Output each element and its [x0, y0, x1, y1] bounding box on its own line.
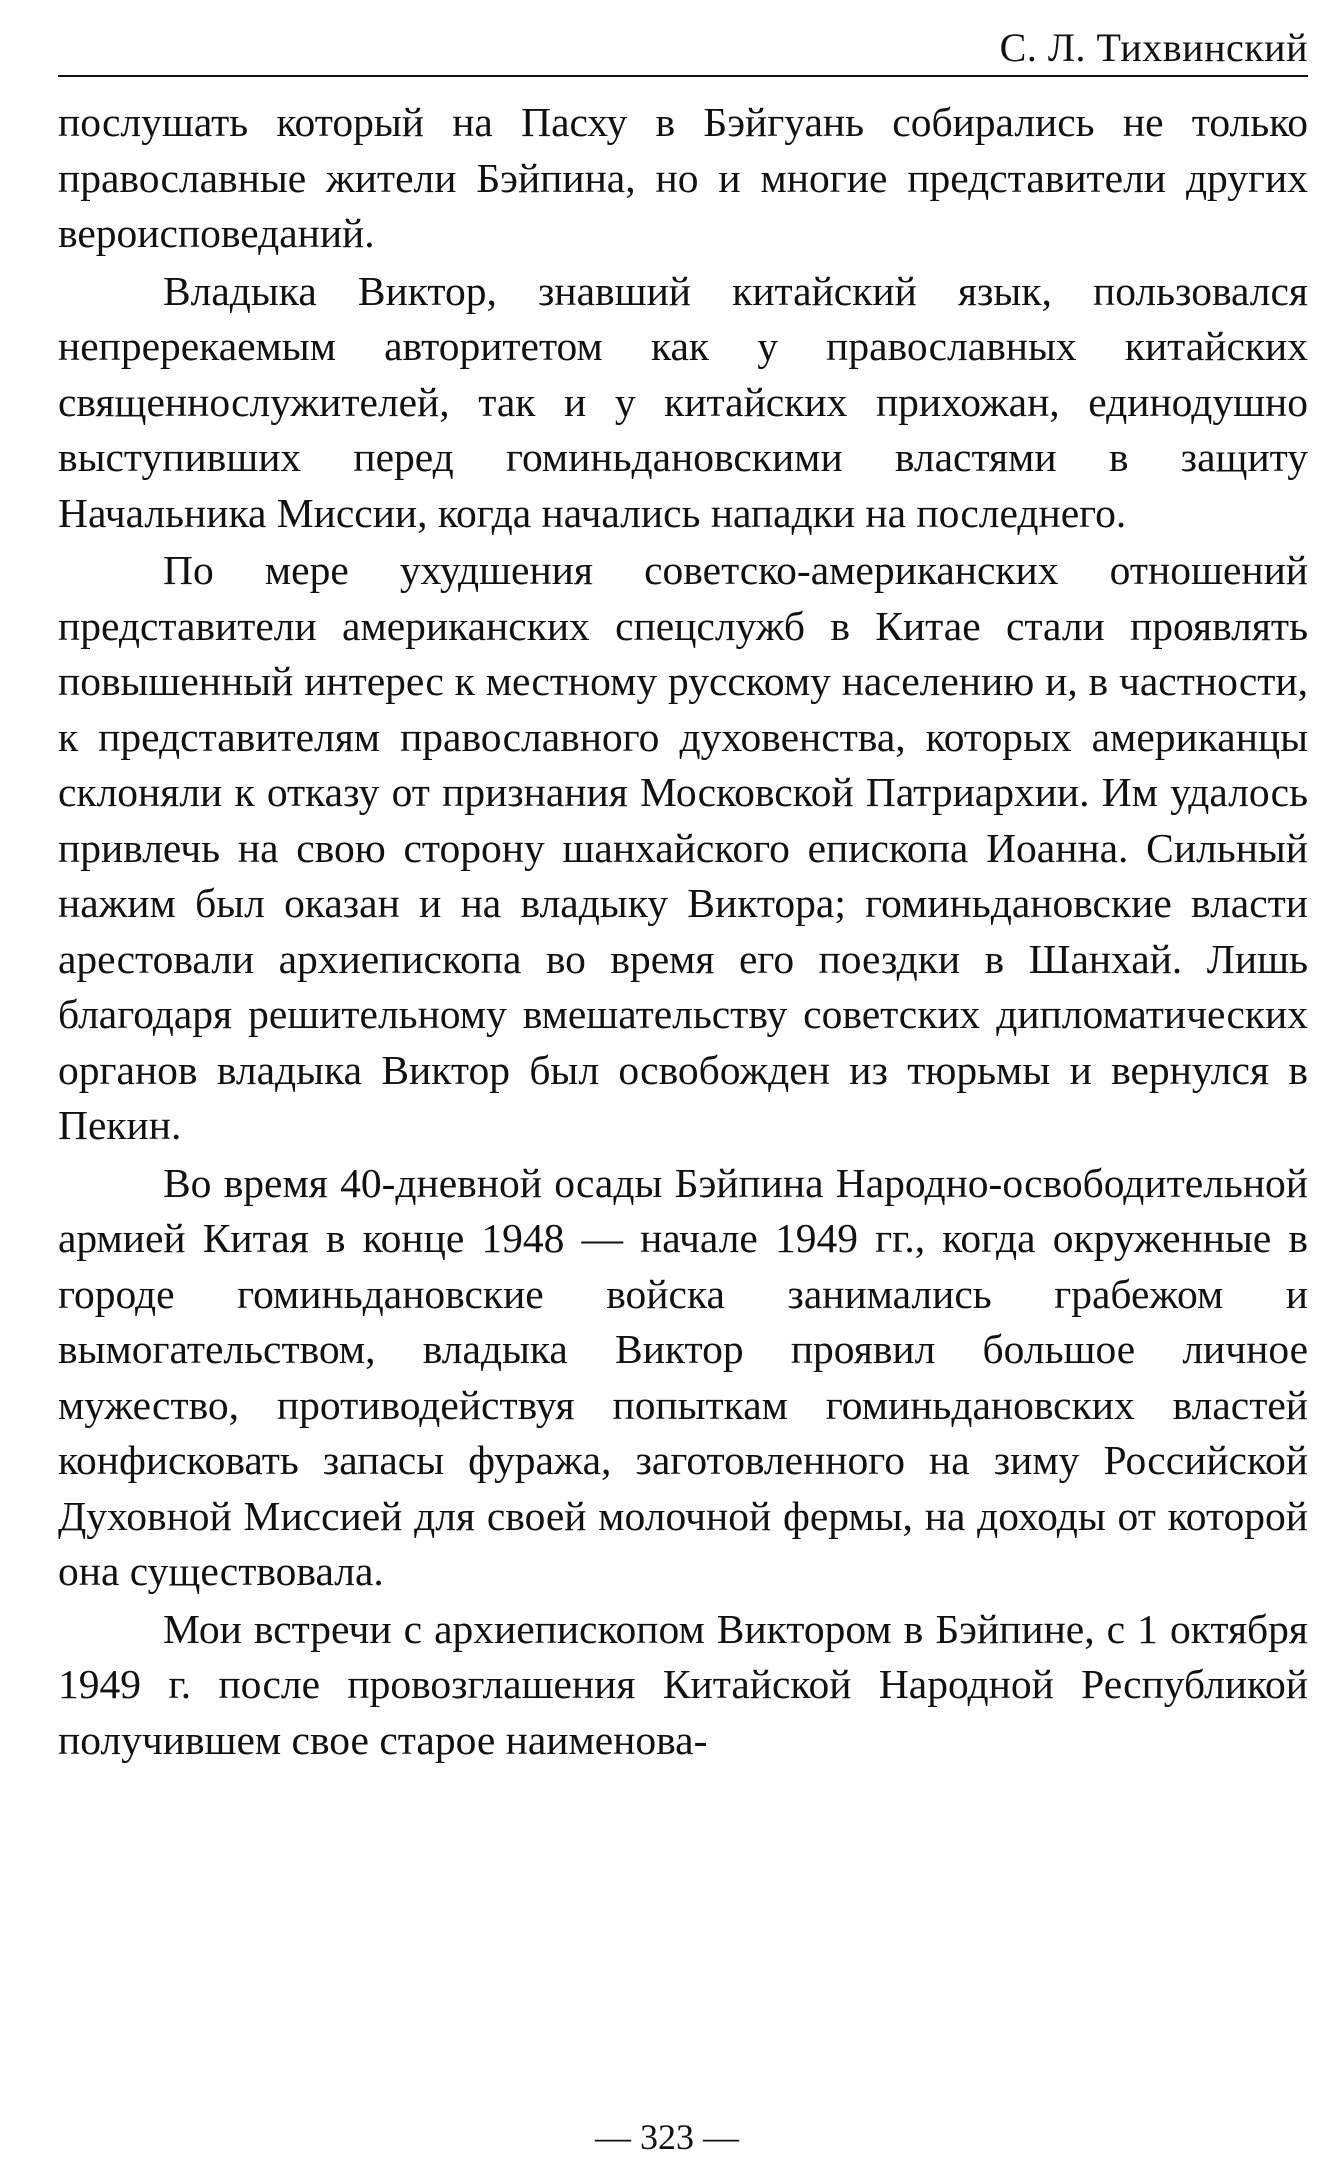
running-header	[58, 20, 1308, 72]
page-number: — 323 —	[595, 2117, 739, 2157]
paragraph-continued: послушать который на Пасху в Бэйгуань собирались не только православные жители Бэйпина, но и многие представители других вероисповеданий.	[58, 99, 1308, 256]
body-text	[58, 95, 1308, 1770]
paragraph-meetings: Мои встречи с архиепископом Виктором в Бэйпине, с 1 октября 1949 г. после провозглашения Китайской Народной Республикой получившем свое старое наименова-	[58, 1605, 1308, 1763]
header-rule	[58, 75, 1308, 77]
paragraph-us-relations: По мере ухудшения советско-американских отношений представители американских спецслужб в Китае стали проявлять повышенный интерес к местному русскому населению и, в частности, к представителям православного духовенства, которых американцы склоняли к отказу от признания Московской Патриархии. Им удалось привлечь на свою сторону шанхайского епископа Иоанна. Сильный нажим был оказан и на владыку Виктора; гоминьдановские власти арестовали архиепископа во время его поездки в Шанхай. Лишь благодаря решительному вмешательству советских дипломатических органов владыка Виктор был освобожден из тюрьмы и вернулся в Пекин.	[58, 547, 1308, 1148]
paragraph-vladyka-authority: Владыка Виктор, знавший китайский язык, пользовался непререкаемым авторитетом как у православных китайских священнослужителей, так и у китайских прихожан, единодушно выступивших перед гоминьдановскими властями в защиту Начальника Миссии, когда начались нападки на последнего.	[58, 267, 1308, 536]
header-author: С. Л. Тихвинский	[999, 25, 1308, 70]
paragraph-siege: Во время 40-дневной осады Бэйпина Народно-освободительной армией Китая в конце 1948 — начале 1949 гг., когда окруженные в городе гоминьдановские войска занимались грабежом и вымогательством, владыка Виктор проявил большое личное мужество, противодействуя попыткам гоминьдановских властей конфисковать запасы фуража, заготовленного на зиму Российской Духовной Миссией для своей молочной фермы, на доходы от которой она существовала.	[58, 1159, 1308, 1594]
